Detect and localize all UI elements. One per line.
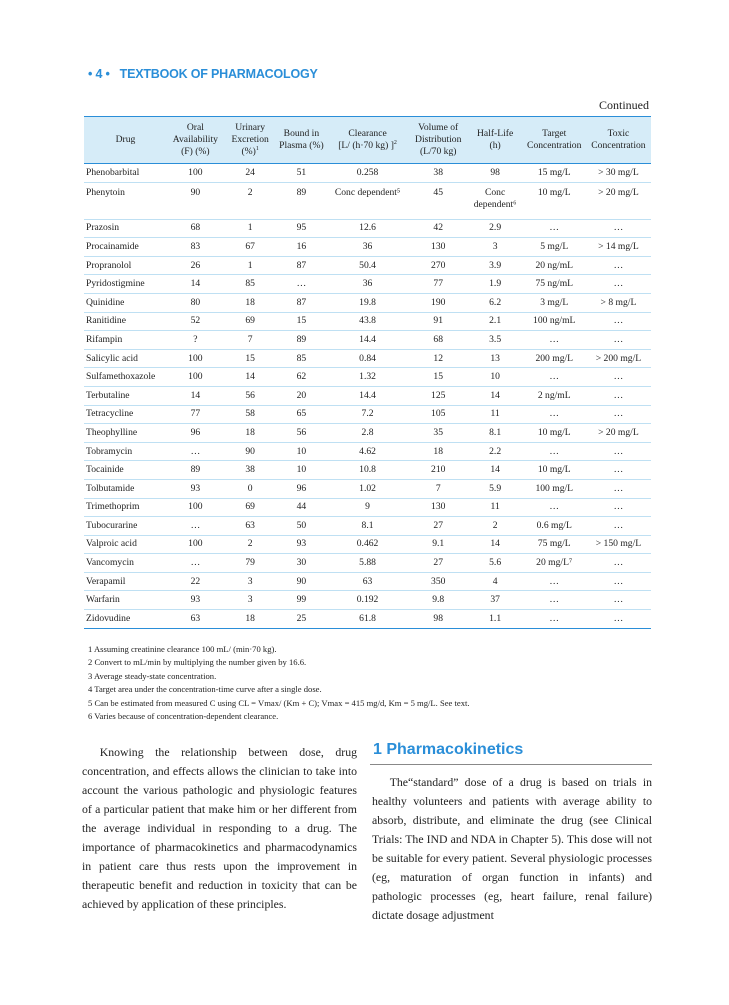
drug-name-cell: Tolbutamide xyxy=(84,479,167,498)
table-cell: 11 xyxy=(468,498,523,517)
table-cell: 0.192 xyxy=(326,591,408,610)
table-cell: 5.9 xyxy=(468,479,523,498)
table-row xyxy=(84,517,651,536)
table-cell: 85 xyxy=(276,349,326,368)
table-cell: … xyxy=(586,368,651,387)
table-cell: 12 xyxy=(409,349,468,368)
table-cell: 80 xyxy=(167,293,224,312)
table-cell: … xyxy=(586,479,651,498)
table-cell: 4.62 xyxy=(326,442,408,461)
table-cell: 38 xyxy=(224,461,277,480)
drug-name-cell: Vancomycin xyxy=(84,554,167,573)
table-cell: … xyxy=(523,610,586,629)
table-cell: … xyxy=(523,442,586,461)
table-cell: 63 xyxy=(326,572,408,591)
table-cell: 15 xyxy=(409,368,468,387)
column-header: Volume of Distribution (L/70 kg) xyxy=(409,117,468,164)
table-cell: 26 xyxy=(167,256,224,275)
table-cell: 14 xyxy=(468,386,523,405)
table-cell: 3 xyxy=(468,238,523,257)
table-cell: 51 xyxy=(276,164,326,183)
table-cell: … xyxy=(167,517,224,536)
table-cell: 10 mg/L xyxy=(523,182,586,219)
table-cell: … xyxy=(167,442,224,461)
table-cell: 25 xyxy=(276,610,326,629)
table-cell: 15 mg/L xyxy=(523,164,586,183)
table-cell: 67 xyxy=(224,238,277,257)
table-cell: ? xyxy=(167,331,224,350)
table-cell: … xyxy=(523,405,586,424)
table-cell: 2.8 xyxy=(326,424,408,443)
table-cell: 12.6 xyxy=(326,219,408,238)
table-cell: 10.8 xyxy=(326,461,408,480)
table-cell: … xyxy=(586,405,651,424)
table-cell: 7 xyxy=(409,479,468,498)
table-cell: 11 xyxy=(468,405,523,424)
table-cell: 38 xyxy=(409,164,468,183)
page-number: • 4 • xyxy=(88,67,110,81)
table-cell: 1.02 xyxy=(326,479,408,498)
table-cell: 100 xyxy=(167,535,224,554)
table-cell: 98 xyxy=(468,164,523,183)
table-cell: 9.8 xyxy=(409,591,468,610)
table-cell: 1.32 xyxy=(326,368,408,387)
table-row xyxy=(84,591,651,610)
table-cell: 125 xyxy=(409,386,468,405)
table-cell: 43.8 xyxy=(326,312,408,331)
table-cell: 10 mg/L xyxy=(523,424,586,443)
table-row xyxy=(84,461,651,480)
table-cell: 63 xyxy=(167,610,224,629)
column-header: Toxic Concentration xyxy=(586,117,651,164)
drug-name-cell: Warfarin xyxy=(84,591,167,610)
table-cell: … xyxy=(523,591,586,610)
drug-name-cell: Tocainide xyxy=(84,461,167,480)
table-cell: 14.4 xyxy=(326,331,408,350)
table-row xyxy=(84,479,651,498)
table-cell: 0.6 mg/L xyxy=(523,517,586,536)
table-cell: 99 xyxy=(276,591,326,610)
table-cell: 3.5 xyxy=(468,331,523,350)
column-header: Half-Life (h) xyxy=(468,117,523,164)
table-row xyxy=(84,610,651,629)
table-cell: 2 xyxy=(224,182,277,219)
table-cell: 95 xyxy=(276,219,326,238)
table-cell: 4 xyxy=(468,572,523,591)
table-cell: 65 xyxy=(276,405,326,424)
running-header xyxy=(88,67,318,81)
table-cell: 93 xyxy=(167,479,224,498)
table-cell: 15 xyxy=(224,349,277,368)
drug-name-cell: Quinidine xyxy=(84,293,167,312)
table-cell: 93 xyxy=(167,591,224,610)
drug-name-cell: Propranolol xyxy=(84,256,167,275)
table-cell: > 20 mg/L xyxy=(586,182,651,219)
column-header: Urinary Excretion (%)$^1$ xyxy=(224,117,277,164)
table-cell: 10 xyxy=(276,461,326,480)
table-cell: 79 xyxy=(224,554,277,573)
column-header: Drug xyxy=(84,117,167,164)
table-cell: > 14 mg/L xyxy=(586,238,651,257)
table-cell: … xyxy=(586,312,651,331)
column-header: Target Concentration xyxy=(523,117,586,164)
table-row xyxy=(84,164,651,183)
table-cell: 130 xyxy=(409,498,468,517)
table-cell: 77 xyxy=(167,405,224,424)
table-cell: 69 xyxy=(224,312,277,331)
drug-name-cell: Prazosin xyxy=(84,219,167,238)
table-row xyxy=(84,554,651,573)
column-header: Bound in Plasma (%) xyxy=(276,117,326,164)
table-cell: 75 ng/mL xyxy=(523,275,586,294)
body-paragraph: Knowing the relationship between dose, drug concentration, and effects allows the clinician to take into account the various pathologic and physiologic features of a particular patient that make him or her different from the average individual in responding to a drug. The importance of pharmacokinetics and pharmacodynamics in patient care thus rests upon the improvement in therapeutic benefit and reduction in toxicity that can be achieved by application of these principles. xyxy=(82,745,357,911)
table-cell: 87 xyxy=(276,293,326,312)
column-header: Clearance [L/ (h·70 kg) ]$^2$ xyxy=(326,117,408,164)
table-cell: > 8 mg/L xyxy=(586,293,651,312)
drug-name-cell: Tubocurarine xyxy=(84,517,167,536)
table-cell: 5.6 xyxy=(468,554,523,573)
table-cell: 100 xyxy=(167,349,224,368)
table-cell: 15 xyxy=(276,312,326,331)
table-cell: 69 xyxy=(224,498,277,517)
table-row xyxy=(84,238,651,257)
table-cell: … xyxy=(586,610,651,629)
table-cell: > 150 mg/L xyxy=(586,535,651,554)
table-cell: 1.1 xyxy=(468,610,523,629)
section-paragraph: The“standard” dose of a drug is based on trials in healthy volunteers and patients with average ability to absorb, distribute, and eliminate the drug (see Clinical Trials: The IND and NDA in Chapter 5). This dose will not be suitable for every patient. Several physiologic processes (eg, maturation of organ function in infants) and pathologic processes (eg, heart failure, renal failure) dictate dosage adjustment xyxy=(372,775,652,922)
table-cell: 0.84 xyxy=(326,349,408,368)
table-row xyxy=(84,424,651,443)
table-cell: 91 xyxy=(409,312,468,331)
continued-label: Continued xyxy=(599,98,649,112)
table-cell: 100 xyxy=(167,498,224,517)
table-cell: 45 xyxy=(409,182,468,219)
table-cell: 75 mg/L xyxy=(523,535,586,554)
footnote: 1 Assuming creatinine clearance 100 mL/ (min·70 kg). xyxy=(88,644,277,654)
table-cell: 89 xyxy=(276,182,326,219)
section-rule xyxy=(370,764,652,765)
table-cell: 10 xyxy=(276,442,326,461)
table-cell: … xyxy=(586,498,651,517)
table-cell: … xyxy=(523,572,586,591)
drug-name-cell: Ranitidine xyxy=(84,312,167,331)
table-cell: 16 xyxy=(276,238,326,257)
table-cell: 10 mg/L xyxy=(523,461,586,480)
table-cell: 1 xyxy=(224,219,277,238)
table-cell: 42 xyxy=(409,219,468,238)
table-cell: 20 ng/mL xyxy=(523,256,586,275)
table-cell: 20 xyxy=(276,386,326,405)
table-cell: 58 xyxy=(224,405,277,424)
table-cell: … xyxy=(586,591,651,610)
table-cell: 2 xyxy=(468,517,523,536)
table-row xyxy=(84,275,651,294)
table-cell: 2 xyxy=(224,535,277,554)
table-cell: … xyxy=(586,517,651,536)
table-cell: … xyxy=(586,572,651,591)
table-row xyxy=(84,256,651,275)
column-header: Oral Availability (F) (%) xyxy=(167,117,224,164)
table-cell: 35 xyxy=(409,424,468,443)
footnote: 6 Varies because of concentration-dependent clearance. xyxy=(88,711,279,722)
table-cell: 96 xyxy=(276,479,326,498)
table-cell: 85 xyxy=(224,275,277,294)
table-cell: 5.88 xyxy=(326,554,408,573)
table-cell: 27 xyxy=(409,517,468,536)
table-row xyxy=(84,535,651,554)
table-cell: > 200 mg/L xyxy=(586,349,651,368)
table-cell: 93 xyxy=(276,535,326,554)
table-cell: … xyxy=(523,331,586,350)
table-cell: 5 mg/L xyxy=(523,238,586,257)
table-row xyxy=(84,349,651,368)
table-cell: 10 xyxy=(468,368,523,387)
table-cell: 100 ng/mL xyxy=(523,312,586,331)
table-cell: 24 xyxy=(224,164,277,183)
drug-name-cell: Pyridostigmine xyxy=(84,275,167,294)
table-cell: 3 xyxy=(224,572,277,591)
table-cell: 52 xyxy=(167,312,224,331)
table-cell: 210 xyxy=(409,461,468,480)
table-cell: 44 xyxy=(276,498,326,517)
drug-name-cell: Zidovudine xyxy=(84,610,167,629)
table-cell: … xyxy=(586,331,651,350)
table-header-row xyxy=(84,117,651,164)
table-cell: … xyxy=(523,498,586,517)
footnote: 3 Average steady-state concentration. xyxy=(88,670,217,681)
table-row xyxy=(84,219,651,238)
footnote: 5 Can be estimated from measured C using CL = Vmax/ (Km + C); Vmax = 415 mg/d, Km = 5 mg/L. See text. xyxy=(88,697,470,708)
table-cell: 14 xyxy=(468,535,523,554)
table-cell: 8.1 xyxy=(468,424,523,443)
section-heading: 1 Pharmacokinetics xyxy=(373,741,524,758)
table-row xyxy=(84,442,651,461)
drug-name-cell: Rifampin xyxy=(84,331,167,350)
table-cell: … xyxy=(586,275,651,294)
drug-name-cell: Phenobarbital xyxy=(84,164,167,183)
table-cell: … xyxy=(523,219,586,238)
table-cell: 14 xyxy=(167,386,224,405)
table-cell: … xyxy=(586,256,651,275)
table-cell: … xyxy=(276,275,326,294)
table-cell: 50.4 xyxy=(326,256,408,275)
table-cell: 2 ng/mL xyxy=(523,386,586,405)
table-cell: 190 xyxy=(409,293,468,312)
table-cell: > 20 mg/L xyxy=(586,424,651,443)
table-cell: 270 xyxy=(409,256,468,275)
table-cell: … xyxy=(586,461,651,480)
table-row xyxy=(84,182,651,219)
table-cell: 77 xyxy=(409,275,468,294)
table-row xyxy=(84,405,651,424)
table-cell: 37 xyxy=(468,591,523,610)
table-cell: … xyxy=(523,368,586,387)
drug-name-cell: Phenytoin xyxy=(84,182,167,219)
drug-name-cell: Salicylic acid xyxy=(84,349,167,368)
table-cell: 22 xyxy=(167,572,224,591)
table-cell: 50 xyxy=(276,517,326,536)
table-cell: 63 xyxy=(224,517,277,536)
table-cell: 2.2 xyxy=(468,442,523,461)
table-cell: 61.8 xyxy=(326,610,408,629)
table-cell: > 30 mg/L xyxy=(586,164,651,183)
table-cell: 0 xyxy=(224,479,277,498)
table-cell: 2.1 xyxy=(468,312,523,331)
table-cell: 100 mg/L xyxy=(523,479,586,498)
table-cell: 90 xyxy=(167,182,224,219)
table-cell: Conc dependent⁶ xyxy=(468,182,523,219)
table-cell: 14 xyxy=(468,461,523,480)
table-cell: 27 xyxy=(409,554,468,573)
table-cell: 68 xyxy=(167,219,224,238)
table-cell: 14.4 xyxy=(326,386,408,405)
drug-name-cell: Theophylline xyxy=(84,424,167,443)
table-cell: 30 xyxy=(276,554,326,573)
table-cell: 18 xyxy=(224,610,277,629)
table-row xyxy=(84,331,651,350)
table-row xyxy=(84,572,651,591)
table-cell: 56 xyxy=(224,386,277,405)
table-cell: 8.1 xyxy=(326,517,408,536)
table-cell: 100 xyxy=(167,368,224,387)
table-cell: 0.462 xyxy=(326,535,408,554)
table-cell: … xyxy=(586,442,651,461)
table-cell: 62 xyxy=(276,368,326,387)
table-cell: 90 xyxy=(224,442,277,461)
book-title: TEXTBOOK OF PHARMACOLOGY xyxy=(119,67,318,81)
table-cell: 18 xyxy=(409,442,468,461)
drug-name-cell: Verapamil xyxy=(84,572,167,591)
table-cell: 98 xyxy=(409,610,468,629)
drug-name-cell: Trimethoprim xyxy=(84,498,167,517)
table-cell: 68 xyxy=(409,331,468,350)
table-cell: 36 xyxy=(326,238,408,257)
table-cell: … xyxy=(586,386,651,405)
table-cell: Conc dependent⁵ xyxy=(326,182,408,219)
footnote: 2 Convert to mL/min by multiplying the number given by 16.6. xyxy=(88,657,307,668)
table-cell: 130 xyxy=(409,238,468,257)
table-cell: 200 mg/L xyxy=(523,349,586,368)
pharmacokinetic-table xyxy=(84,116,651,629)
footnote: 4 Target area under the concentration-time curve after a single dose. xyxy=(88,684,322,695)
drug-name-cell: Valproic acid xyxy=(84,535,167,554)
table-cell: 89 xyxy=(167,461,224,480)
table-cell: 9 xyxy=(326,498,408,517)
table-cell: 36 xyxy=(326,275,408,294)
table-cell: 350 xyxy=(409,572,468,591)
table-cell: 105 xyxy=(409,405,468,424)
table-cell: 1 xyxy=(224,256,277,275)
table-cell: 1.9 xyxy=(468,275,523,294)
table-cell: 18 xyxy=(224,293,277,312)
table-cell: 18 xyxy=(224,424,277,443)
table-cell: 7 xyxy=(224,331,277,350)
drug-name-cell: Tobramycin xyxy=(84,442,167,461)
table-cell: 87 xyxy=(276,256,326,275)
table-cell: … xyxy=(167,554,224,573)
table-cell: 6.2 xyxy=(468,293,523,312)
table-cell: 9.1 xyxy=(409,535,468,554)
table-cell: 90 xyxy=(276,572,326,591)
table-cell: 13 xyxy=(468,349,523,368)
table-row xyxy=(84,293,651,312)
drug-name-cell: Terbutaline xyxy=(84,386,167,405)
drug-name-cell: Sulfamethoxazole xyxy=(84,368,167,387)
table-cell: 96 xyxy=(167,424,224,443)
table-cell: 89 xyxy=(276,331,326,350)
table-cell: 14 xyxy=(167,275,224,294)
table-cell: 3.9 xyxy=(468,256,523,275)
table-cell: 7.2 xyxy=(326,405,408,424)
table-cell: 14 xyxy=(224,368,277,387)
drug-name-cell: Procainamide xyxy=(84,238,167,257)
table-cell: 100 xyxy=(167,164,224,183)
table-cell: 83 xyxy=(167,238,224,257)
table-cell: … xyxy=(586,554,651,573)
table-row xyxy=(84,386,651,405)
table-cell: 20 mg/L⁷ xyxy=(523,554,586,573)
drug-name-cell: Tetracycline xyxy=(84,405,167,424)
table-cell: 2.9 xyxy=(468,219,523,238)
table-cell: 19.8 xyxy=(326,293,408,312)
table-cell: … xyxy=(586,219,651,238)
table-row xyxy=(84,312,651,331)
table-cell: 56 xyxy=(276,424,326,443)
table-cell: 3 mg/L xyxy=(523,293,586,312)
footnotes xyxy=(88,643,470,723)
table-row xyxy=(84,368,651,387)
table-row xyxy=(84,498,651,517)
table-cell: 0.258 xyxy=(326,164,408,183)
table-cell: 3 xyxy=(224,591,277,610)
